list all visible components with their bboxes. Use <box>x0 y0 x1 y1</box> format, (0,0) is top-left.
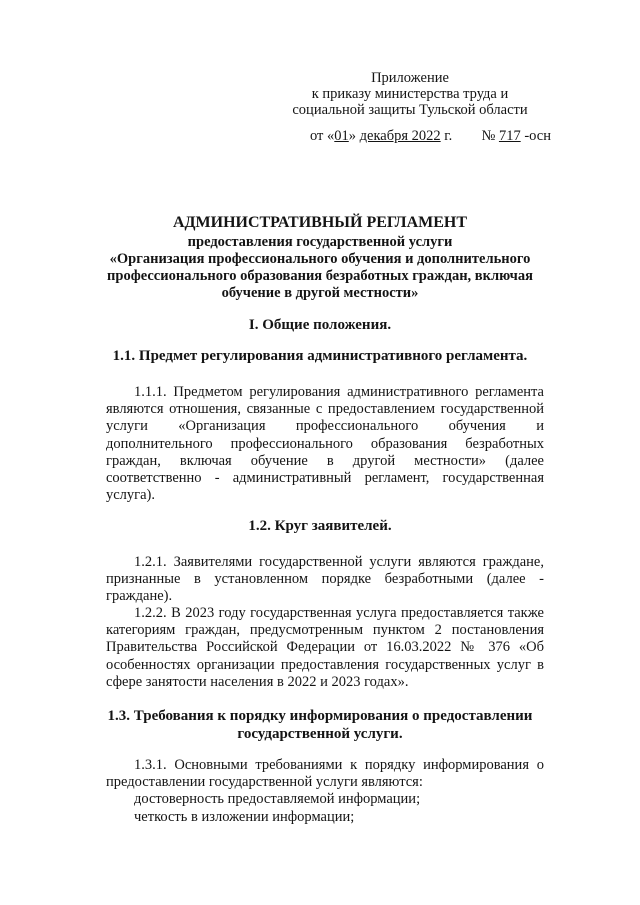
subsection-heading-1-2: 1.2. Круг заявителей. <box>248 518 392 534</box>
subsection-heading-1-1: 1.1. Предмет регулирования административного регламента. <box>112 348 528 364</box>
paragraph-1-3-1: 1.3.1. Основными требованиями к порядку информирования о предоставлении государственной услуги являются: достоверность предоставляемой информации; четкость в изложении информации; <box>106 757 544 825</box>
appendix-line-1: Приложение <box>371 70 449 86</box>
order-day: 01 <box>334 128 349 144</box>
paragraph-1-1-1: 1.1.1. Предметом регулирования административного регламента являются отношения, связанные с предоставлением государственной услуги «Организация профессионального обучения и дополнительного профессионального образования безработных граждан, включая обучение в другой местности» (далее соответственно - административный регламент, государственная услуга). <box>106 384 544 504</box>
order-date-number: от «01» декабря 2022 г. № 717 -осн <box>310 128 551 144</box>
document-subtitle: предоставления государственной услуги «Организация профессионального обучения и дополнительного профессионального образования безработных граждан, включая обучение в другой местности» <box>107 234 533 301</box>
appendix-header <box>290 70 530 118</box>
document-title: АДМИНИСТРАТИВНЫЙ РЕГЛАМЕНТ <box>172 214 468 231</box>
section-heading-general: I. Общие положения. <box>248 317 392 333</box>
paragraph-1-2-2: 1.2.2. В 2023 году государственная услуга предоставляется также категориям граждан, предусмотренным пунктом 2 постановления Правительства Российской Федерации от 16.03.2022 № 376 «Об особенностях организации предоставления государственных услуг в сфере занятости населения в 2022 и 2023 годах». <box>106 605 544 690</box>
paragraph-1-2-1: 1.2.1. Заявителями государственной услуги являются граждане, признанные в установленном порядке безработными (далее - граждане). <box>106 554 544 605</box>
subsection-heading-1-3: 1.3. Требования к порядку информирования о предоставлении государственной услуги. <box>107 708 533 742</box>
order-number: 717 <box>498 128 521 144</box>
appendix-line-2: к приказу министерства труда и <box>311 86 509 102</box>
appendix-line-3: социальной защиты Тульской области <box>292 102 528 118</box>
order-month-year: декабря 2022 <box>359 128 441 144</box>
